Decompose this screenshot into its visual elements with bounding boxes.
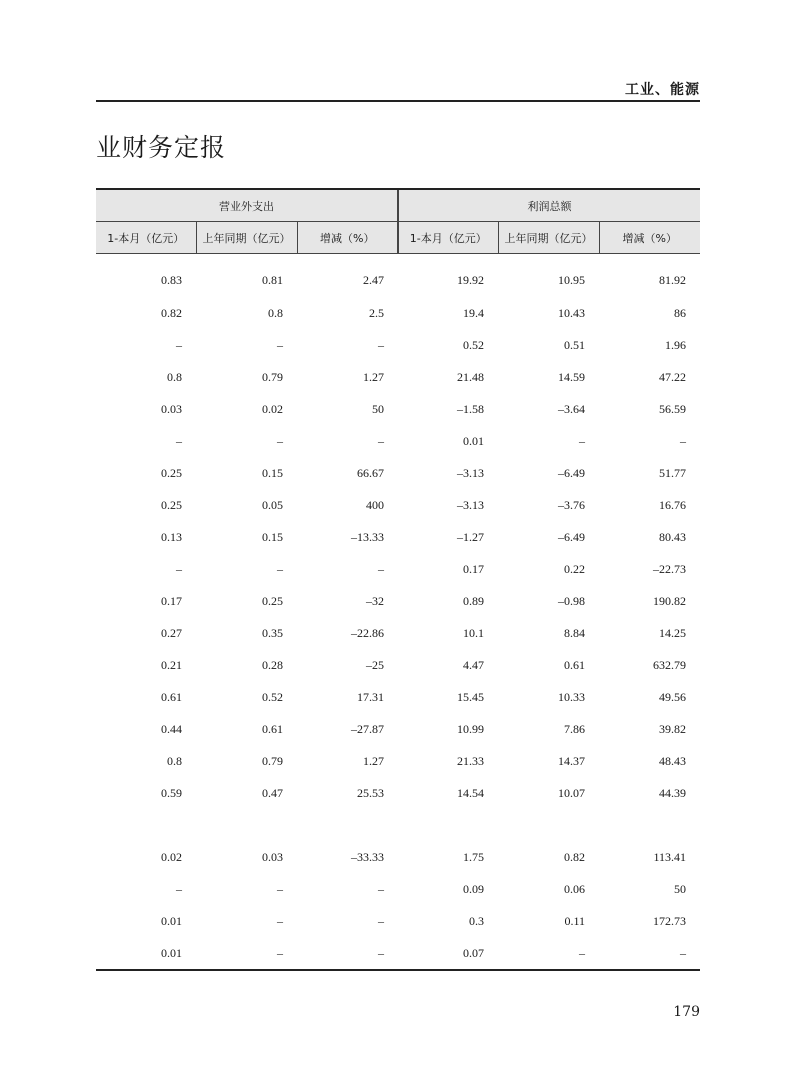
table-cell: 0.61: [161, 689, 182, 704]
table-row: [96, 425, 700, 457]
table-cell: 0.25: [161, 465, 182, 480]
table-cell: –: [176, 561, 182, 576]
table-cell: 0.52: [262, 689, 283, 704]
table-cell: 10.95: [558, 273, 586, 287]
table-cell: 0.51: [564, 337, 586, 352]
table-cell: 0.01: [161, 945, 182, 960]
column-header: 上年同期（亿元）: [498, 222, 599, 254]
statistics-table: [96, 188, 700, 969]
table-cell: 86: [674, 305, 687, 320]
table-cell: 19.4: [463, 305, 485, 320]
table-cell: –32: [366, 593, 385, 608]
table-row: [96, 873, 700, 905]
table-cell: 66.67: [357, 465, 385, 480]
table-cell: 56.59: [659, 401, 687, 416]
table-cell: 0.06: [564, 881, 586, 896]
table-cell: [96, 809, 196, 841]
column-header: 1-本月（亿元）: [398, 222, 498, 254]
table-cell: 0.07: [463, 945, 485, 960]
table-cell: 0.79: [262, 753, 283, 768]
table-cell: 50: [674, 881, 687, 896]
table-cell: 0.82: [564, 849, 586, 864]
table-cell: 0.47: [262, 785, 283, 800]
group-header-total-profit: 利润总额: [398, 189, 700, 222]
table-cell: 1.27: [363, 369, 385, 384]
table-cell: 0.15: [262, 529, 283, 544]
table-cell: 17.31: [357, 689, 385, 704]
table-row: [96, 457, 700, 489]
table-row: [96, 254, 700, 298]
table-cell: 0.21: [161, 657, 182, 672]
table-cell: 172.73: [653, 913, 687, 928]
table-cell: 632.79: [653, 657, 687, 672]
table-cell: 10.33: [558, 689, 586, 704]
table-cell: 0.17: [161, 593, 182, 608]
top-rule: [96, 100, 700, 102]
table-cell: –: [680, 945, 687, 960]
table-cell: 14.25: [659, 625, 687, 640]
table-row: [96, 745, 700, 777]
table-cell: 0.83: [161, 273, 182, 287]
table-cell: –6.49: [558, 465, 586, 480]
table-cell: [398, 809, 498, 841]
table-cell: –27.87: [351, 721, 385, 736]
table-cell: –13.33: [351, 529, 385, 544]
table-cell: 8.84: [564, 625, 586, 640]
column-header: 增减（%）: [297, 222, 398, 254]
page-title: 业财务定报: [96, 133, 227, 162]
table-cell: –3.76: [558, 497, 586, 512]
table-cell: 50: [372, 401, 385, 416]
table-cell: –6.49: [558, 529, 586, 544]
table-row: [96, 713, 700, 745]
table-cell: –: [378, 913, 385, 928]
table-cell: 81.92: [659, 273, 687, 287]
table-cell: 0.59: [161, 785, 182, 800]
table-cell: 2.47: [363, 273, 385, 287]
table-cell: 0.8: [167, 369, 182, 384]
section-label: 工业、能源: [625, 82, 700, 98]
table-cell: 0.79: [262, 369, 283, 384]
table-cell: 0.61: [262, 721, 283, 736]
table-cell: 190.82: [653, 593, 687, 608]
bottom-rule: [96, 969, 700, 971]
table-cell: 21.33: [457, 753, 485, 768]
column-header: 增减（%）: [599, 222, 700, 254]
table-cell: –: [277, 561, 283, 576]
table-cell: [498, 809, 599, 841]
table-cell: 0.25: [262, 593, 283, 608]
table-cell: 49.56: [659, 689, 687, 704]
table-cell: 0.44: [161, 721, 182, 736]
table-cell: –: [176, 433, 182, 448]
table-cell: 0.11: [564, 913, 586, 928]
table-cell: –: [277, 881, 283, 896]
table-cell: 51.77: [659, 465, 687, 480]
table-cell: 14.37: [558, 753, 586, 768]
table-cell: –0.98: [558, 593, 586, 608]
table-row: [96, 617, 700, 649]
table-cell: 44.39: [659, 785, 687, 800]
table-row: [96, 649, 700, 681]
table-cell: 14.54: [457, 785, 485, 800]
table-cell: 113.41: [653, 849, 687, 864]
table-cell: 7.86: [564, 721, 586, 736]
table-cell: –: [378, 433, 385, 448]
table-cell: –3.64: [558, 401, 586, 416]
table-cell: –: [277, 913, 283, 928]
table-cell: 0.8: [167, 753, 182, 768]
table-row: [96, 329, 700, 361]
table-cell: [599, 809, 700, 841]
table-cell: 0.13: [161, 529, 182, 544]
table-cell: 0.15: [262, 465, 283, 480]
table-cell: –: [579, 433, 586, 448]
table-cell: –22.73: [653, 561, 687, 576]
table-cell: 0.25: [161, 497, 182, 512]
table-cell: 0.03: [262, 849, 283, 864]
table-row: [96, 521, 700, 553]
table-cell: 0.82: [161, 305, 182, 320]
table-cell: 4.47: [463, 657, 485, 672]
table-cell: –: [176, 881, 182, 896]
table-cell: 0.03: [161, 401, 182, 416]
table-row: [96, 841, 700, 873]
table-cell: 0.35: [262, 625, 283, 640]
table-cell: 0.22: [564, 561, 586, 576]
table-row: [96, 393, 700, 425]
table-row: [96, 297, 700, 329]
table-cell: –: [277, 433, 283, 448]
table-cell: 0.01: [161, 913, 182, 928]
table-row: [96, 809, 700, 841]
table-cell: 10.99: [457, 721, 485, 736]
table-cell: 10.07: [558, 785, 586, 800]
table-row: [96, 777, 700, 809]
table-row: [96, 905, 700, 937]
table-cell: –: [378, 945, 385, 960]
table-cell: –33.33: [351, 849, 385, 864]
table-row: [96, 937, 700, 969]
table-cell: –1.58: [457, 401, 485, 416]
table-cell: 0.09: [463, 881, 485, 896]
statistics-table-wrapper: [96, 188, 700, 969]
page-number: 179: [673, 1004, 700, 1020]
table-cell: 2.5: [369, 305, 385, 320]
table-cell: –: [378, 881, 385, 896]
table-cell: –: [176, 337, 182, 352]
table-cell: 1.75: [463, 849, 485, 864]
table-cell: –: [680, 433, 687, 448]
table-cell: 10.43: [558, 305, 586, 320]
table-cell: 25.53: [357, 785, 385, 800]
table-cell: –3.13: [457, 465, 485, 480]
column-header: 上年同期（亿元）: [196, 222, 297, 254]
table-cell: 10.1: [463, 625, 485, 640]
table-cell: –22.86: [351, 625, 385, 640]
table-cell: 0.01: [463, 433, 485, 448]
table-cell: 0.02: [262, 401, 283, 416]
table-cell: 16.76: [659, 497, 687, 512]
table-row: [96, 585, 700, 617]
table-row: [96, 361, 700, 393]
table-cell: –: [378, 337, 385, 352]
table-cell: 19.92: [457, 273, 485, 287]
table-cell: 80.43: [659, 529, 687, 544]
table-cell: 15.45: [457, 689, 485, 704]
table-cell: 0.8: [268, 305, 283, 320]
table-cell: 0.28: [262, 657, 283, 672]
table-cell: 47.22: [659, 369, 687, 384]
table-row: [96, 681, 700, 713]
table-cell: 0.05: [262, 497, 283, 512]
table-cell: 48.43: [659, 753, 687, 768]
table-cell: 0.3: [469, 913, 485, 928]
table-cell: –25: [366, 657, 385, 672]
table-cell: –: [277, 945, 283, 960]
table-cell: –: [579, 945, 586, 960]
table-cell: 14.59: [558, 369, 586, 384]
table-cell: 0.81: [262, 273, 283, 287]
table-cell: 0.61: [564, 657, 586, 672]
table-cell: 0.02: [161, 849, 182, 864]
table-row: [96, 489, 700, 521]
table-cell: –3.13: [457, 497, 485, 512]
table-cell: 21.48: [457, 369, 485, 384]
table-cell: 1.96: [665, 337, 687, 352]
table-cell: 0.89: [463, 593, 485, 608]
table-cell: –: [378, 561, 385, 576]
table-cell: –1.27: [457, 529, 485, 544]
group-header-nonoperating-expenses: 营业外支出: [96, 189, 398, 222]
table-cell: [297, 809, 398, 841]
table-cell: 39.82: [659, 721, 687, 736]
table-cell: –: [277, 337, 283, 352]
table-row: [96, 553, 700, 585]
table-cell: 0.52: [463, 337, 485, 352]
table-cell: 1.27: [363, 753, 385, 768]
table-cell: [196, 809, 297, 841]
table-cell: 0.27: [161, 625, 182, 640]
table-cell: 0.17: [463, 561, 485, 576]
column-header: 1-本月（亿元）: [96, 222, 196, 254]
table-cell: 400: [366, 497, 385, 512]
table-body: [96, 254, 700, 970]
